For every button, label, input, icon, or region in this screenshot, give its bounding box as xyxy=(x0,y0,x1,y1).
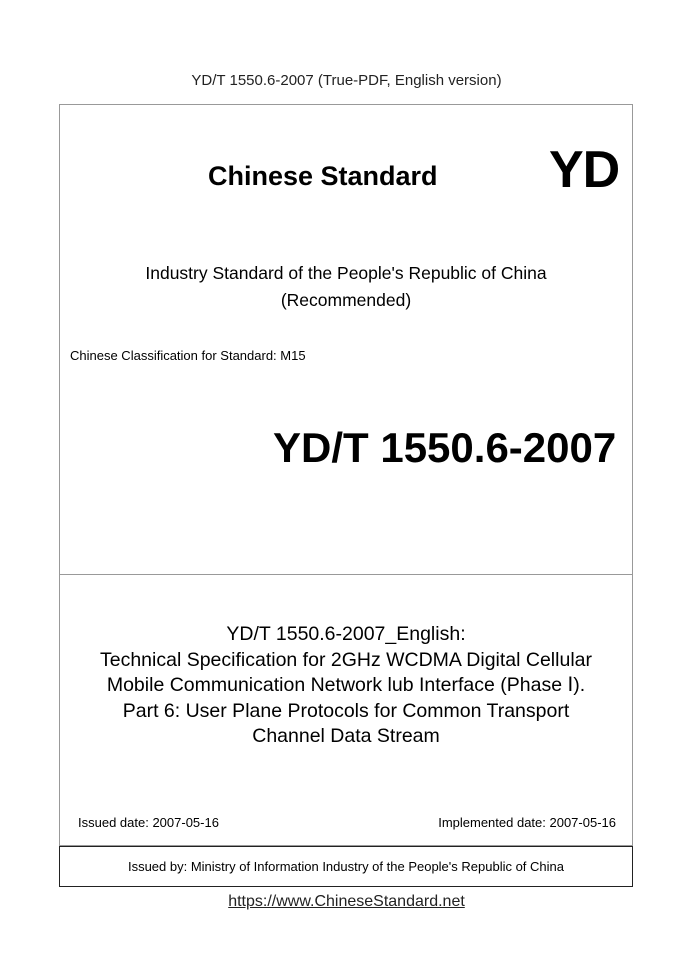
document-title xyxy=(59,622,633,750)
standard-mark: YD xyxy=(549,141,620,199)
website-link[interactable]: https://www.ChineseStandard.net xyxy=(228,893,465,910)
page-header-title: YD/T 1550.6-2007 (True-PDF, English version) xyxy=(191,72,502,89)
cover-heading: Chinese Standard xyxy=(208,161,438,191)
recommended-line: (Recommended) xyxy=(280,290,412,310)
title-line: Part 6: User Plane Protocols for Common Transport xyxy=(122,699,570,722)
industry-statement xyxy=(59,260,633,314)
title-line: Channel Data Stream xyxy=(252,725,440,747)
classification: Chinese Classification for Standard: M15 xyxy=(70,348,306,363)
document-number: YD/T 1550.6-2007 xyxy=(273,424,617,471)
title-line: YD/T 1550.6-2007_English: xyxy=(226,623,466,645)
industry-line: Industry Standard of the People's Republic of China xyxy=(145,263,547,283)
title-line: Mobile Communication Network lub Interface (Phase Ⅰ). xyxy=(106,674,586,696)
title-line: Technical Specification for 2GHz WCDMA Digital Cellular xyxy=(99,648,592,671)
section-divider xyxy=(59,574,633,575)
implemented-date: Implemented date: 2007-05-16 xyxy=(438,815,616,830)
issued-date: Issued date: 2007-05-16 xyxy=(78,815,219,830)
issuer-box: Issued by: Ministry of Information Industry of the People's Republic of China xyxy=(59,846,633,887)
